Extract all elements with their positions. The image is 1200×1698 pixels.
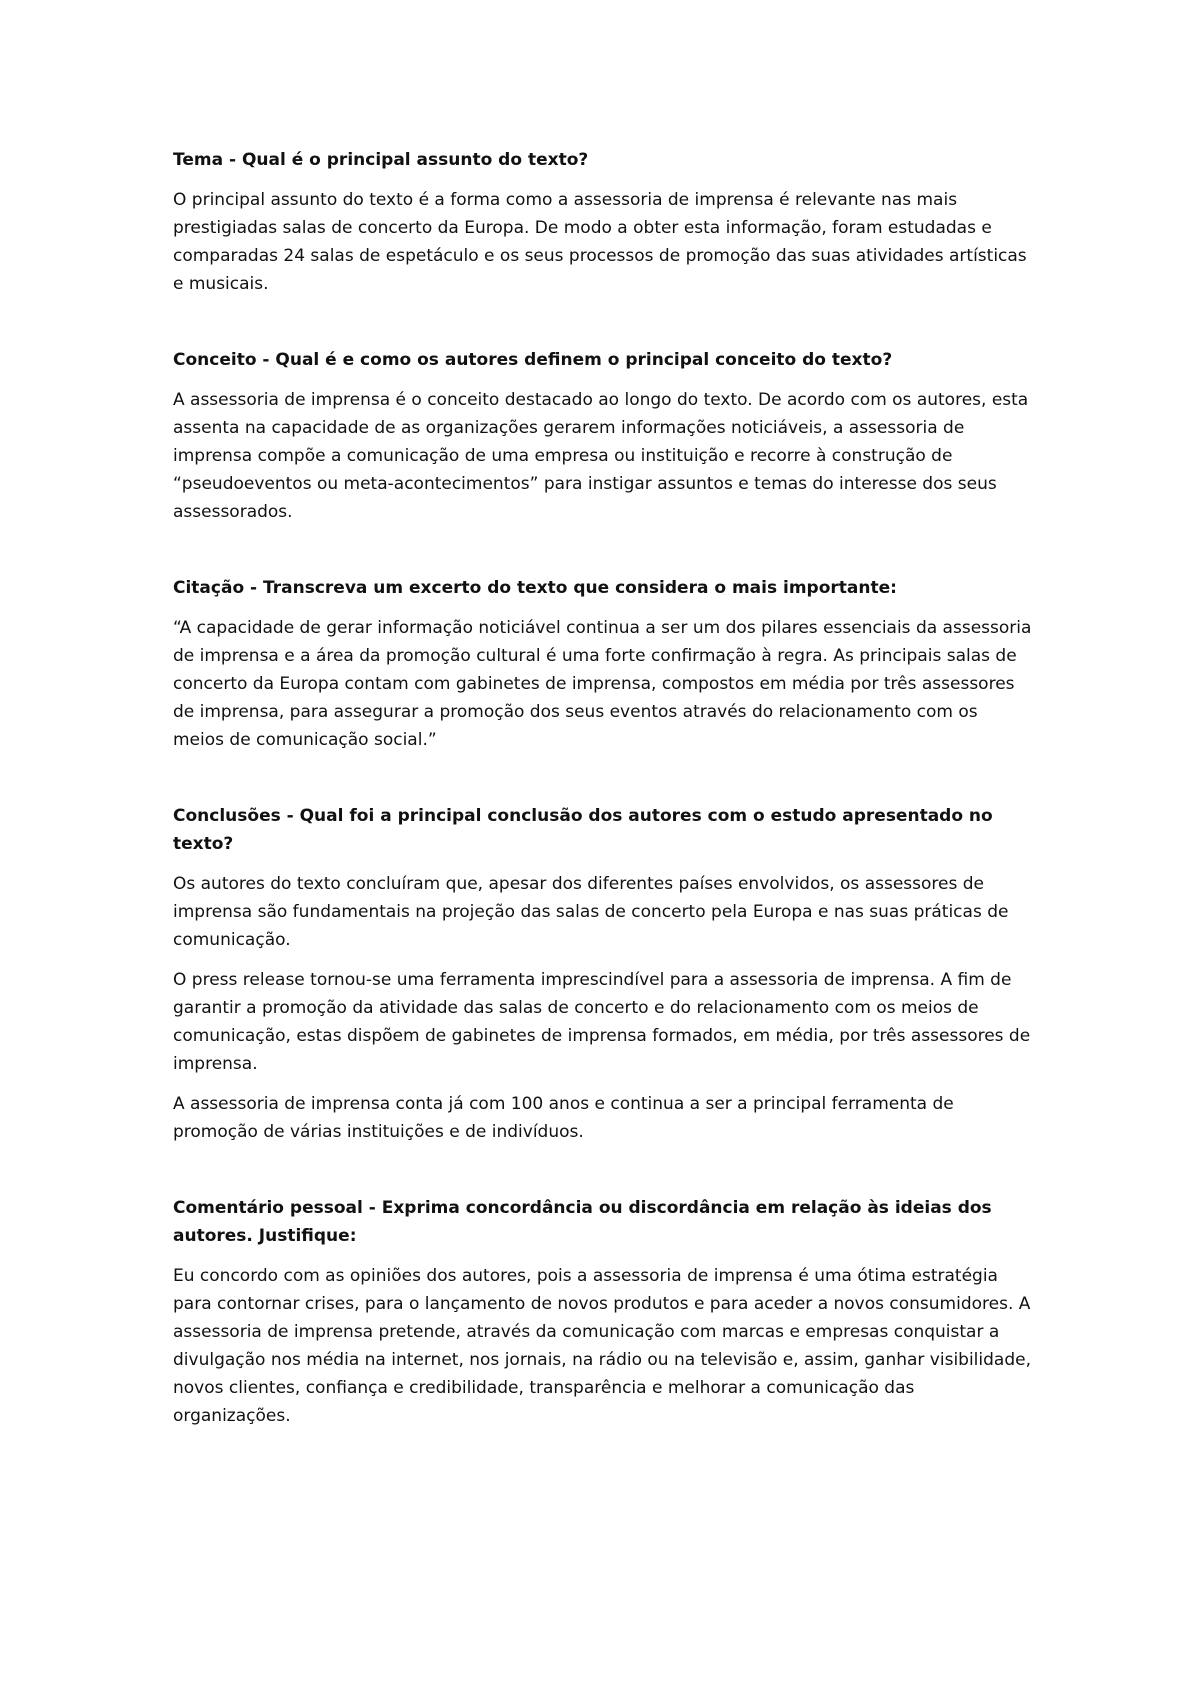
section-heading: Conceito - Qual é e como os autores definem o principal conceito do texto? <box>173 350 893 370</box>
document-body <box>173 146 1033 1430</box>
section-paragraph: O press release tornou-se uma ferramenta imprescindível para a assessoria de imprensa. A fim de garantir a promoção da atividade das salas de concerto e do relacionamento com os meios de comunicação, estas dispõem de gabinetes de imprensa formados, em média, por três assessores de imprensa. <box>173 970 1031 1074</box>
section-comentario-pessoal <box>173 1194 1033 1430</box>
section-heading: Comentário pessoal - Exprima concordância ou discordância em relação às ideias dos autores. Justifique: <box>173 1198 992 1246</box>
section-paragraph: A assessoria de imprensa conta já com 100 anos e continua a ser a principal ferramenta de promoção de várias instituições e de indivíduos. <box>173 1094 954 1142</box>
section-paragraph: O principal assunto do texto é a forma como a assessoria de imprensa é relevante nas mais prestigiadas salas de concerto da Europa. De modo a obter esta informação, foram estudadas e comparadas 24 salas de espetáculo e os seus processos de promoção das suas atividades artísticas e musicais. <box>173 190 1027 294</box>
section-tema <box>173 146 1033 298</box>
section-paragraph: A assessoria de imprensa é o conceito destacado ao longo do texto. De acordo com os autores, esta assenta na capacidade de as organizações gerarem informações noticiáveis, a assessoria de imprensa compõe a comunicação de uma empresa ou instituição e recorre à construção de “pseudoeventos ou meta-acontecimentos” para instigar assuntos e temas do interesse dos seus assessorados. <box>173 390 1029 522</box>
section-paragraph: “A capacidade de gerar informação noticiável continua a ser um dos pilares essenciais da assessoria de imprensa e a área da promoção cultural é uma forte confirmação à regra. As principais salas de concerto da Europa contam com gabinetes de imprensa, compostos em média por três assessores de imprensa, para assegurar a promoção dos seus eventos através do relacionamento com os meios de comunicação social.” <box>173 618 1032 750</box>
section-conclusoes <box>173 802 1033 1146</box>
section-heading: Citação - Transcreva um excerto do texto que considera o mais importante: <box>173 578 897 598</box>
section-citacao <box>173 574 1033 754</box>
section-conceito <box>173 346 1033 526</box>
section-heading: Conclusões - Qual foi a principal conclusão dos autores com o estudo apresentado no texto? <box>173 806 993 854</box>
section-paragraph: Os autores do texto concluíram que, apesar dos diferentes países envolvidos, os assessores de imprensa são fundamentais na projeção das salas de concerto pela Europa e nas suas práticas de comunicação. <box>173 874 1009 950</box>
section-heading: Tema - Qual é o principal assunto do texto? <box>173 150 589 170</box>
section-paragraph: Eu concordo com as opiniões dos autores, pois a assessoria de imprensa é uma ótima estratégia para contornar crises, para o lançamento de novos produtos e para aceder a novos consumidores. A assessoria de imprensa pretende, através da comunicação com marcas e empresas conquistar a divulgação nos média na internet, nos jornais, na rádio ou na televisão e, assim, ganhar visibilidade, novos clientes, confiança e credibilidade, transparência e melhorar a comunicação das organizações. <box>173 1266 1031 1426</box>
